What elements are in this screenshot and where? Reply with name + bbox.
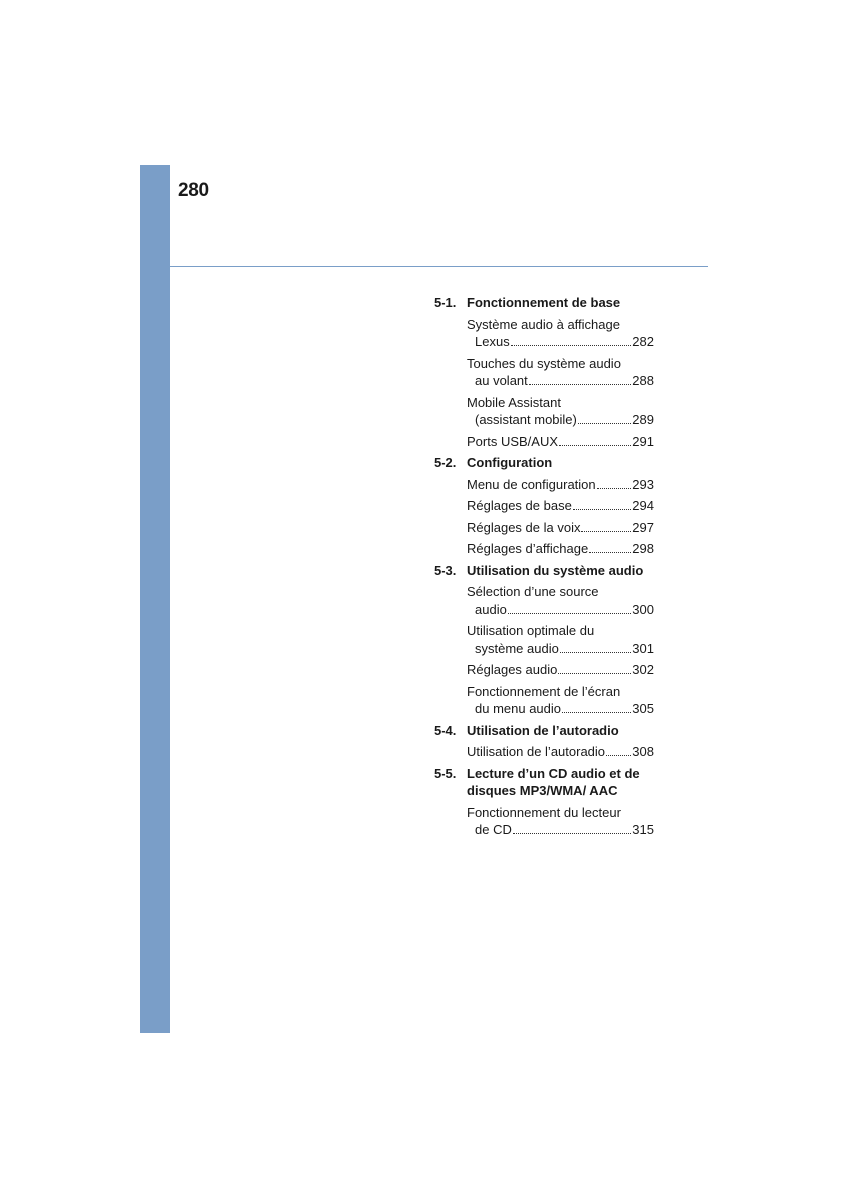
dot-leader xyxy=(560,652,631,653)
entry-title-line: Système audio à affichage xyxy=(467,316,620,332)
section-number: 5-5. xyxy=(434,765,457,781)
entry-title-line: Touches du système audio xyxy=(467,355,621,371)
entry-page-number: 282 xyxy=(632,334,654,349)
section-title: Fonctionnement de base xyxy=(467,295,621,310)
entry-page-number: 298 xyxy=(632,541,654,556)
toc-entry[interactable] xyxy=(467,316,654,351)
entry-title-line: Fonctionnement de l’écran xyxy=(467,683,621,699)
toc-entry[interactable] xyxy=(467,583,654,618)
entry-title-line: Utilisation optimale du xyxy=(467,623,595,638)
entry-title-line: Mobile Assistant xyxy=(467,394,561,410)
dot-leader xyxy=(606,755,631,756)
entry-page-number: 297 xyxy=(632,519,654,535)
section-title: Utilisation de l’autoradio xyxy=(467,722,619,738)
section-title: Configuration xyxy=(467,455,553,470)
toc-entry[interactable] xyxy=(467,476,654,494)
dot-leader xyxy=(578,423,631,424)
entry-title-line: système audio xyxy=(475,640,559,656)
toc-entry[interactable] xyxy=(467,355,654,390)
entry-page-line xyxy=(467,519,654,537)
entry-title-line: Menu de configuration xyxy=(467,476,596,492)
dot-leader xyxy=(513,833,631,834)
page-number: 280 xyxy=(178,180,209,201)
entry-page-line xyxy=(467,372,654,390)
toc-entry[interactable] xyxy=(467,661,654,679)
section-heading xyxy=(434,765,654,800)
entry-page-line xyxy=(467,411,654,429)
toc-section xyxy=(434,765,654,839)
entry-page-line xyxy=(467,333,654,351)
toc-entry[interactable] xyxy=(467,683,654,718)
entry-page-number: 291 xyxy=(632,433,654,449)
toc-section xyxy=(434,722,654,761)
entry-page-line xyxy=(467,640,654,658)
entry-page-line xyxy=(467,540,654,558)
entry-page-number: 294 xyxy=(632,498,654,513)
toc-entry[interactable] xyxy=(467,519,654,537)
entry-page-number: 308 xyxy=(632,744,654,759)
section-title: Lecture d’un CD audio et de disques MP3/WMA/ AAC xyxy=(467,765,640,798)
section-number: 5-1. xyxy=(434,295,457,310)
entry-page-line xyxy=(467,497,654,515)
section-title: Utilisation du système audio xyxy=(467,562,644,578)
entry-title-line: Réglages de la voix xyxy=(467,519,581,535)
entry-title-line: Lexus xyxy=(475,334,510,349)
table-of-contents xyxy=(434,294,654,843)
dot-leader xyxy=(508,613,631,614)
entry-title-line: du menu audio xyxy=(475,701,562,716)
section-heading xyxy=(434,454,654,472)
toc-entry[interactable] xyxy=(467,804,654,839)
entry-page-number: 300 xyxy=(632,601,654,617)
dot-leader xyxy=(597,488,632,489)
toc-entry[interactable] xyxy=(467,743,654,761)
entry-page-number: 301 xyxy=(632,640,654,656)
dot-leader xyxy=(558,673,631,674)
entry-page-line xyxy=(467,700,654,718)
section-heading xyxy=(434,562,654,580)
entry-page-number: 305 xyxy=(632,701,654,716)
dot-leader xyxy=(529,384,632,385)
entry-page-line xyxy=(467,433,654,451)
toc-section xyxy=(434,454,654,558)
entry-page-number: 302 xyxy=(632,662,654,677)
dot-leader xyxy=(581,531,631,532)
entry-page-number: 289 xyxy=(632,412,654,427)
section-number: 5-2. xyxy=(434,455,457,470)
entry-title-line: Utilisation de l’autoradio xyxy=(467,744,606,759)
entry-page-line xyxy=(467,661,654,679)
entry-page-line xyxy=(467,476,654,494)
chapter-side-bar xyxy=(140,165,170,1033)
entry-title-line: Sélection d’une source xyxy=(467,584,599,599)
dot-leader xyxy=(573,509,631,510)
entry-page-number: 293 xyxy=(632,476,654,492)
entry-title-line: Réglages d’affichage xyxy=(467,541,589,556)
section-number: 5-3. xyxy=(434,562,457,578)
dot-leader xyxy=(511,345,632,346)
toc-entry[interactable] xyxy=(467,540,654,558)
entry-page-line xyxy=(467,601,654,619)
dot-leader xyxy=(559,445,631,446)
section-heading xyxy=(434,722,654,740)
toc-entry[interactable] xyxy=(467,394,654,429)
entry-page-line xyxy=(467,821,654,839)
entry-title-line: Réglages audio xyxy=(467,662,558,677)
header-rule xyxy=(170,266,708,267)
entry-title-line: de CD xyxy=(475,822,512,837)
dot-leader xyxy=(562,712,631,713)
toc-section xyxy=(434,562,654,718)
entry-title-line: (assistant mobile) xyxy=(475,412,577,427)
toc-entry[interactable] xyxy=(467,497,654,515)
entry-page-number: 315 xyxy=(632,822,654,837)
entry-page-line xyxy=(467,743,654,761)
entry-title-line: au volant xyxy=(475,373,528,388)
entry-title-line: audio xyxy=(475,601,507,617)
toc-section xyxy=(434,294,654,450)
toc-entry[interactable] xyxy=(467,622,654,657)
section-heading xyxy=(434,294,654,312)
entry-title-line: Ports USB/AUX xyxy=(467,433,559,449)
entry-title-line: Fonctionnement du lecteur xyxy=(467,804,621,820)
section-number: 5-4. xyxy=(434,722,457,738)
toc-entry[interactable] xyxy=(467,433,654,451)
dot-leader xyxy=(589,552,631,553)
entry-title-line: Réglages de base xyxy=(467,498,572,513)
entry-page-number: 288 xyxy=(632,373,654,388)
